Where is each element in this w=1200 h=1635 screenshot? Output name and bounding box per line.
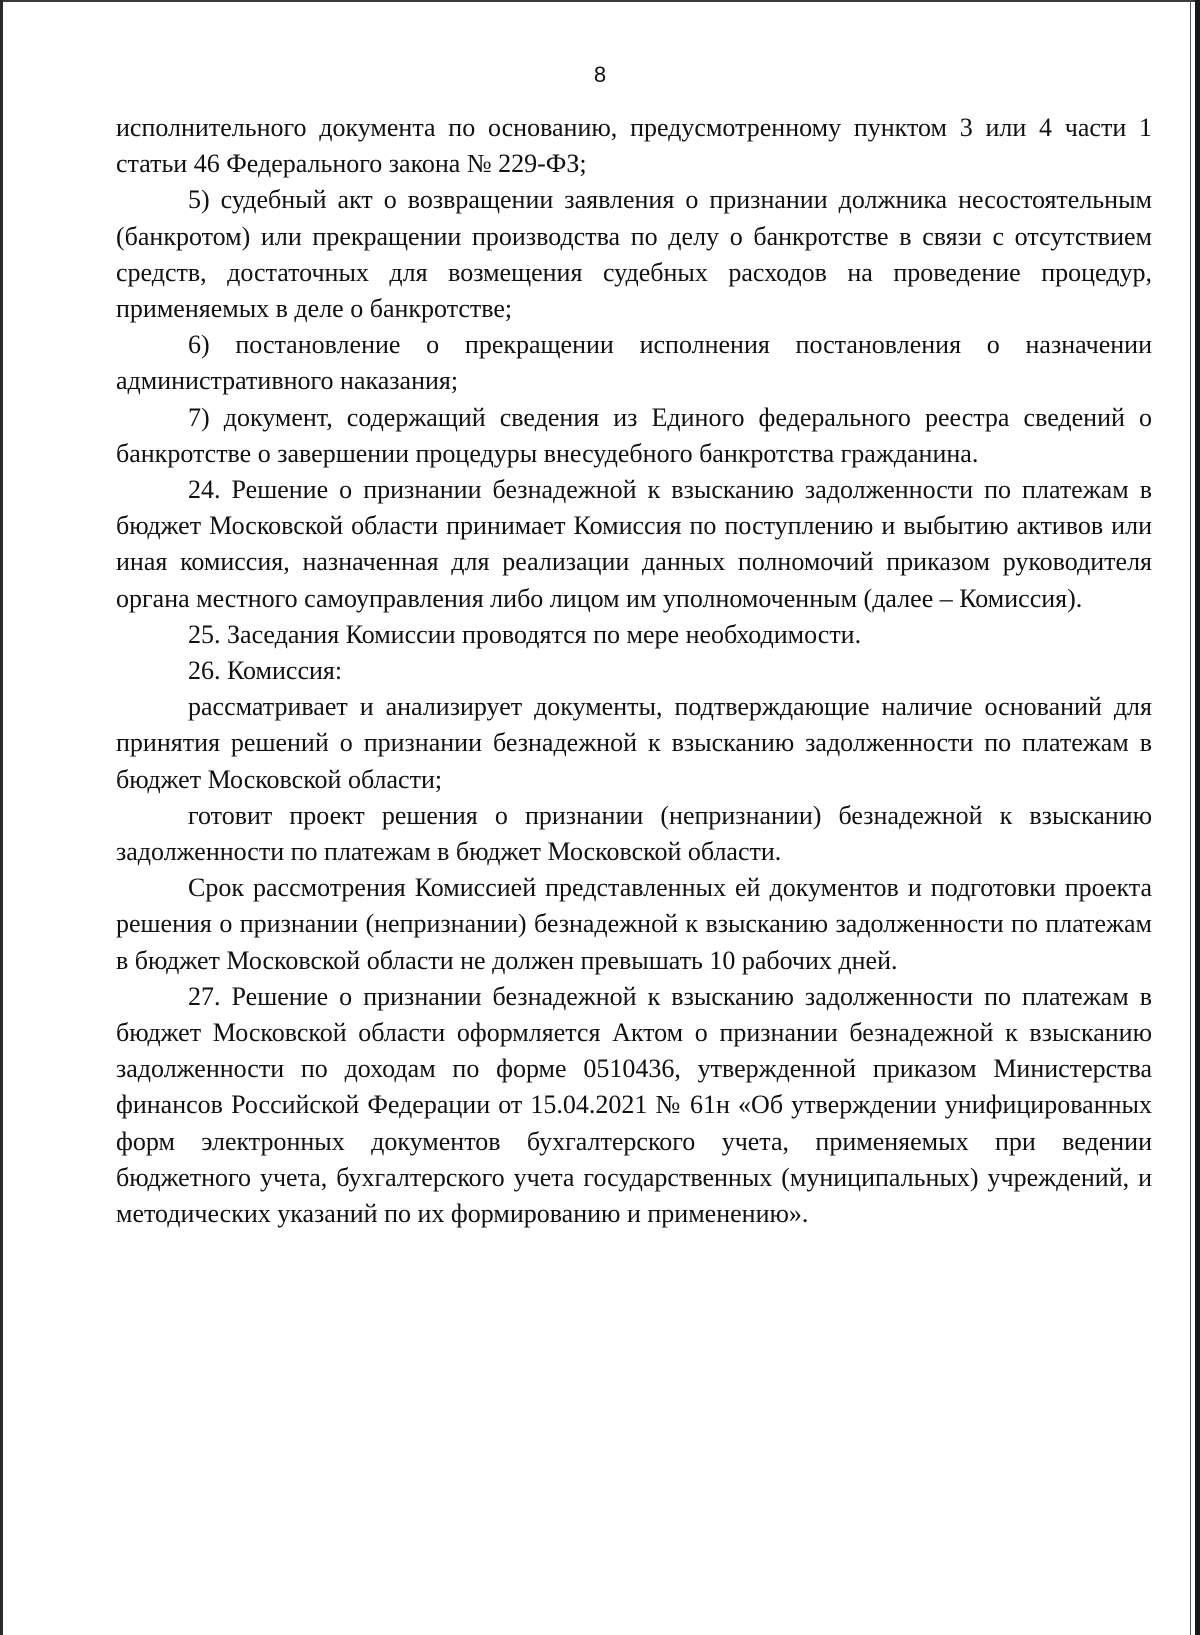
paragraph: рассматривает и анализирует документы, подтверждающие наличие оснований для принятия решений о признании безнадежной к взысканию задолженности по платежам в бюджет Московской области; <box>116 692 1152 794</box>
paragraph: 25. Заседания Комиссии проводятся по мере необходимости. <box>188 619 862 649</box>
document-body <box>116 110 1152 1232</box>
scan-edge-right-inner <box>1190 0 1191 1635</box>
paragraph: 5) судебный акт о возвращении заявления о признании должника несостоятельным (банкротом) или прекращении производства по делу о банкротстве в связи с отсутствием средств, достаточных для возмещения судебных расходов на проведение процедур, применяемых в деле о банкротстве; <box>116 185 1152 324</box>
paragraph: Срок рассмотрения Комиссией представленных ей документов и подготовки проекта решения о признании (непризнании) безнадежной к взысканию задолженности по платежам в бюджет Московской области не должен превышать 10 рабочих дней. <box>116 873 1152 975</box>
scan-edge-top <box>0 0 1200 2</box>
paragraph: 6) постановление о прекращении исполнения постановления о назначении административного наказания; <box>116 330 1152 396</box>
paragraph: 27. Решение о признании безнадежной к взысканию задолженности по платежам в бюджет Московской области оформляется Актом о признании безнадежной к взысканию задолженности по доходам по форме 0510436, утвержденной приказом Министерства финансов Российской Федерации от 15.04.2021 № 61н «Об утверждении унифицированных форм электронных документов бухгалтерского учета, применяемых при ведении бюджетного учета, бухгалтерского учета государственных (муниципальных) учреждений, и методических указаний по их формированию и применению». <box>116 981 1152 1229</box>
paragraph: готовит проект решения о признании (непризнании) безнадежной к взысканию задолженности по платежам в бюджет Московской области. <box>116 800 1152 867</box>
paragraph: 26. Комиссия: <box>188 656 343 686</box>
paragraph: 7) документ, содержащий сведения из Единого федерального реестра сведений о банкротстве о завершении процедуры внесудебного банкротства гражданина. <box>116 402 1152 468</box>
page-number: 8 <box>593 62 607 87</box>
scan-edge-right <box>1195 0 1200 1635</box>
paragraph: 24. Решение о признании безнадежной к взысканию задолженности по платежам в бюджет Московской области принимает Комиссия по поступлению и выбытию активов или иная комиссия, назначенная для реализации данных полномочий приказом руководителя органа местного самоуправления либо лицом им уполномоченным (далее – Комиссия). <box>116 475 1152 613</box>
scan-edge-left <box>0 0 3 1635</box>
paragraph: исполнительного документа по основанию, предусмотренному пунктом 3 или 4 части 1 статьи 46 Федерального закона № 229-ФЗ; <box>116 113 1152 179</box>
